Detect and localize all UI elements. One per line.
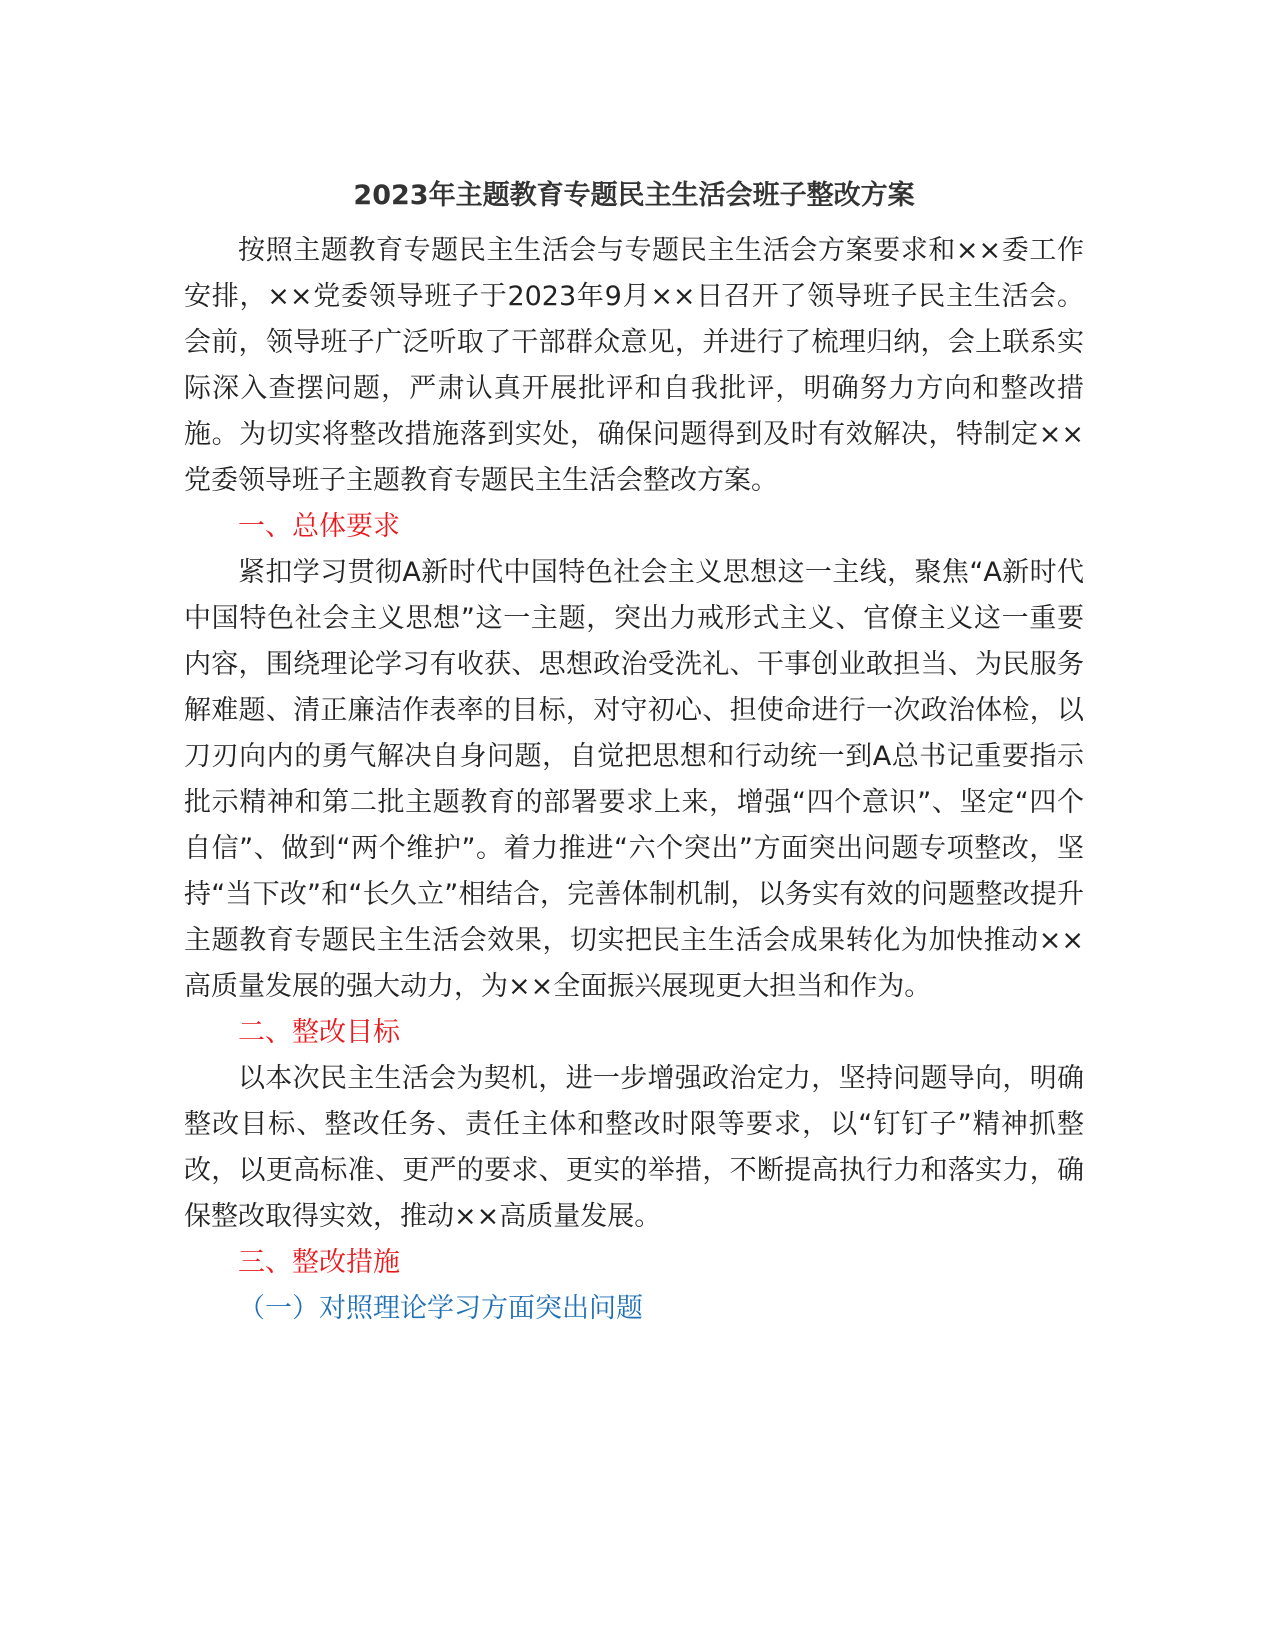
subsection-heading-theory-study: （一）对照理论学习方面突出问题 xyxy=(238,1293,643,1324)
section-heading-overall-requirements: 一、总体要求 xyxy=(238,511,400,542)
section-heading-rectification-goals: 二、整改目标 xyxy=(238,1017,400,1048)
section-heading-rectification-measures: 三、整改措施 xyxy=(238,1247,400,1278)
document-title: 2023年主题教育专题民主生活会班子整改方案 xyxy=(353,180,915,211)
section-body-overall-requirements: 紧扣学习贯彻A新时代中国特色社会主义思想这一主线，聚焦“A新时代中国特色社会主义思想”这一主题，突出力戒形式主义、官僚主义这一重要内容，围绕理论学习有收获、思想政治受洗礼、干事创业敢担当、为民服务解难题、清正廉洁作表率的目标，对守初心、担使命进行一次政治体检，以刀刃向内的勇气解决自身问题，自觉把思想和行动统一到A总书记重要指示批示精神和第二批主题教育的部署要求上来，增强“四个意识”、坚定“四个自信”、做到“两个维护”。着力推进“六个突出”方面突出问题专项整改，坚持“当下改”和“长久立”相结合，完善体制机制，以务实有效的问题整改提升主题教育专题民主生活会效果，切实把民主生活会成果转化为加快推动××高质量发展的强大动力，为××全面振兴展现更大担当和作为。 xyxy=(184,557,1084,1002)
section-body-rectification-goals: 以本次民主生活会为契机，进一步增强政治定力，坚持问题导向，明确整改目标、整改任务、责任主体和整改时限等要求，以“钉钉子”精神抓整改，以更高标准、更严的要求、更实的举措，不断提高执行力和落实力，确保整改取得实效，推动××高质量发展。 xyxy=(184,1063,1084,1232)
intro-paragraph: 按照主题教育专题民主生活会与专题民主生活会方案要求和××委工作安排，××党委领导班子于2023年9月××日召开了领导班子民主生活会。会前，领导班子广泛听取了干部群众意见，并进行了梳理归纳，会上联系实际深入查摆问题，严肃认真开展批评和自我批评，明确努力方向和整改措施。为切实将整改措施落到实处，确保问题得到及时有效解决，特制定××党委领导班子主题教育专题民主生活会整改方案。 xyxy=(184,235,1084,496)
document-page xyxy=(184,176,1084,1332)
